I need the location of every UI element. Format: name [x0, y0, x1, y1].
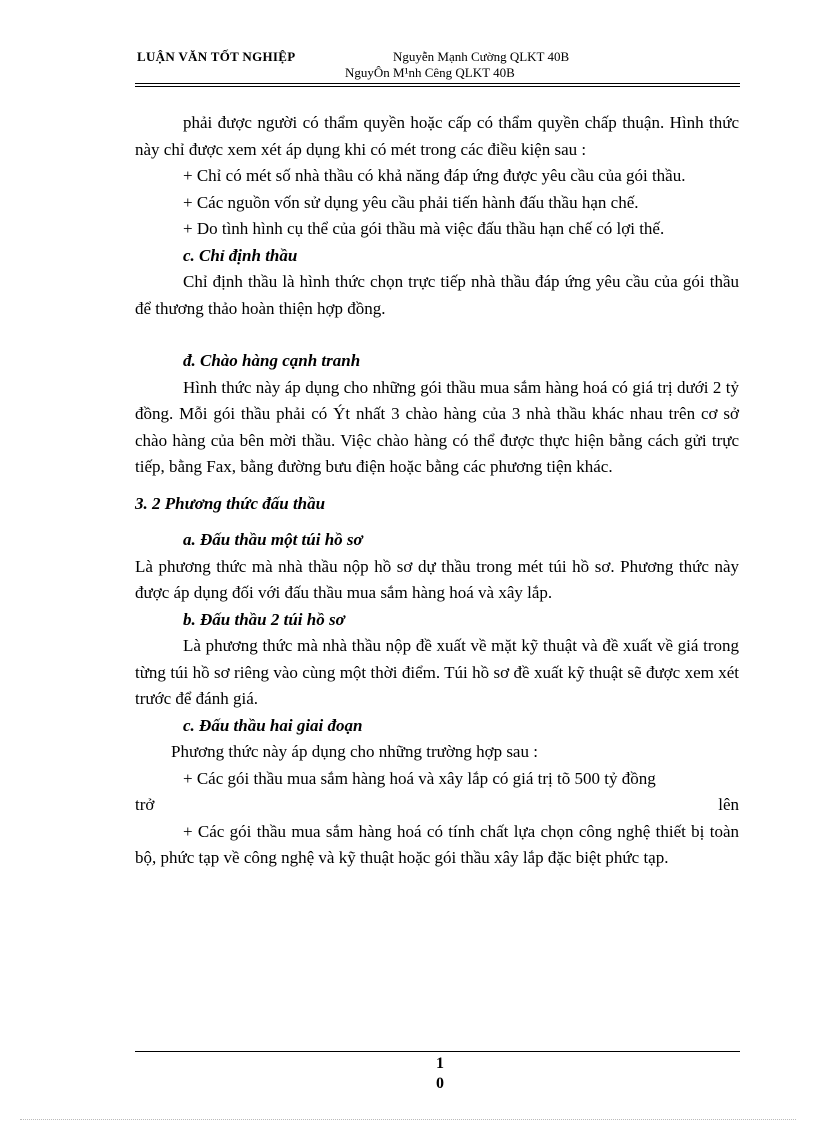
heading-chao-hang-canh-tranh: đ. Chào hàng cạnh tranh [183, 351, 361, 370]
paragraph: Phương thức này áp dụng cho những trường hợp sau : [171, 742, 538, 761]
header-rule-bottom [135, 86, 740, 87]
paragraph: + Các nguồn vốn sử dụng yêu cầu phải tiến hành đấu thầu hạn chế. [183, 192, 639, 212]
header-author-legacy-encoding: NguyÔn M¹nh Cêng QLKT 40B [345, 65, 515, 80]
paragraph: + Các gói thầu mua sắm hàng hoá có tính chất lựa chọn công nghệ thiết bị toàn bộ, phức tạp về công nghệ và kỹ thuật hoặc gói thầu xây lắp đặc biệt phức tạp. [135, 821, 739, 867]
page-bottom-dotted-border [20, 1119, 796, 1120]
heading-phuong-thuc-dau-thau: 3. 2 Phương thức đấu thầu [135, 493, 326, 513]
heading-hai-tui-ho-so: b. Đấu thầu 2 túi hồ sơ [183, 609, 345, 629]
heading-mot-tui-ho-so: a. Đấu thầu một túi hồ sơ [183, 530, 363, 549]
header-author: Nguyễn Mạnh Cường QLKT 40B [393, 49, 570, 64]
paragraph: phải được người có thẩm quyền hoặc cấp có thẩm quyền chấp thuận. Hình thức này chỉ được xem xét áp dụng khi có mét trong các điều kiện sau : [135, 113, 739, 159]
paragraph: Là phương thức mà nhà thầu nộp hồ sơ dự thầu trong mét túi hồ sơ. Phương thức này được áp dụng đối với đấu thầu mua sắm hàng hoá và xây lắp. [135, 556, 739, 602]
paragraph: + Chỉ có mét số nhà thầu có khả năng đáp ứng được yêu cầu của gói thầu. [183, 166, 686, 185]
paragraph: + Các gói thầu mua sắm hàng hoá và xây lắp có giá trị tõ 500 tỷ đồng [183, 768, 656, 788]
paragraph: Hình thức này áp dụng cho những gói thầu mua sắm hàng hoá có giá trị dưới 2 tỷ đồng. Mỗi gói thầu phải có Ýt nhất 3 chào hàng của 3 nhà thầu khác nhau trên cơ sở chào hàng của bên mời thầu. Việc chào hàng có thể được thực hiện bằng cách gửi trực tiếp, bằng Fax, bằng đường bưu điện hoặc bằng các phương tiện khác. [135, 377, 739, 476]
tail-word-left: trở [135, 795, 155, 814]
spacer [135, 322, 739, 348]
paragraph: Là phương thức mà nhà thầu nộp đề xuất về mặt kỹ thuật và đề xuất về giá trong từng túi hồ sơ riêng vào cùng một thời điểm. Túi hồ sơ đề xuất kỹ thuật sẽ được xem xét trước để đánh giá. [135, 636, 739, 708]
page-number-line1: 1 [436, 1055, 444, 1072]
page-number-line2: 0 [436, 1075, 444, 1092]
paragraph: Chỉ định thầu là hình thức chọn trực tiếp nhà thầu đáp ứng yêu cầu của gói thầu để thương thảo hoàn thiện hợp đồng. [135, 272, 739, 318]
paragraph-tail-line [135, 792, 739, 819]
spacer [135, 517, 739, 527]
tail-word-right: lên [718, 795, 739, 814]
heading-hai-giai-doan: c. Đấu thầu hai giai đoạn [183, 715, 363, 735]
spacer [135, 481, 739, 491]
header-thesis-title: LUẬN VĂN TỐT NGHIỆP [137, 49, 296, 64]
header-rule-top [135, 83, 740, 84]
paragraph: + Do tình hình cụ thể của gói thầu mà việc đấu thầu hạn chế có lợi thế. [183, 219, 665, 238]
heading-chi-dinh-thau: c. Chỉ định thầu [183, 245, 298, 265]
footer-rule [135, 1051, 740, 1052]
page-body [135, 110, 739, 872]
